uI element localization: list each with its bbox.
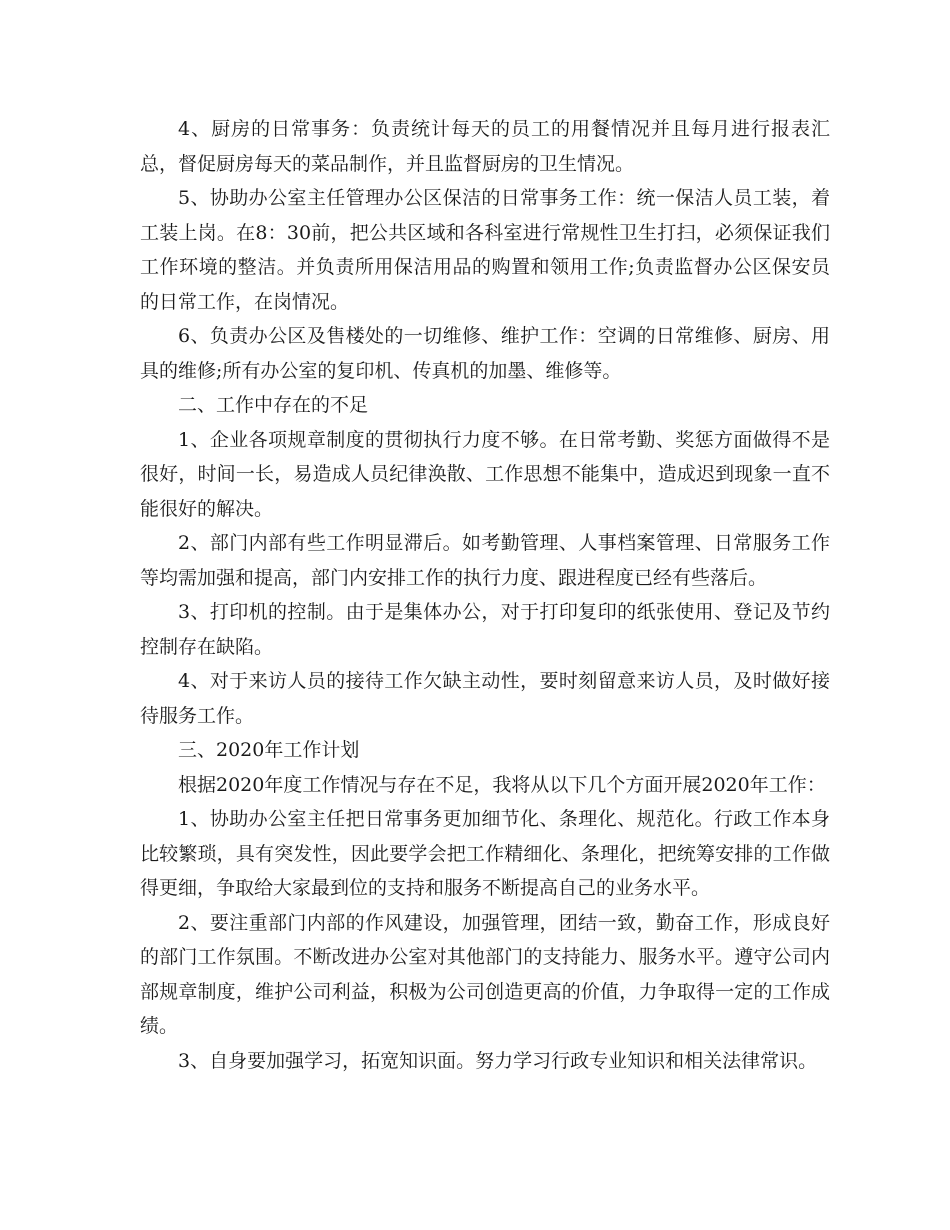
paragraph-plan-1: 1、协助办公室主任把日常事务更加细节化、条理化、规范化。行政工作本身比较繁琐，具有突发性，因此要学会把工作精细化、条理化，把统筹安排的工作做得更细，争取给大家最到位的支持和服务不断提高自己的业务水平。: [140, 808, 830, 899]
paragraph-plan-2: 2、要注重部门内部的作风建设，加强管理，团结一致，勤奋工作，形成良好的部门工作氛围。不断改进办公室对其他部门的支持能力、服务水平。遵守公司内部规章制度，维护公司利益，积极为公司创造更高的价值，力争取得一定的工作成绩。: [140, 911, 830, 1037]
paragraph-plan-intro: 根据2020年度工作情况与存在不足，我将从以下几个方面开展2020年工作：: [178, 773, 826, 796]
paragraph-maintenance-duties: 6、负责办公区及售楼处的一切维修、维护工作：空调的日常维修、厨房、用具的维修;所有办公室的复印机、传真机的加墨、维修等。: [140, 325, 830, 382]
section-heading-shortcomings: 二、工作中存在的不足: [178, 394, 369, 416]
paragraph-shortcoming-3: 3、打印机的控制。由于是集体办公，对于打印复印的纸张使用、登记及节约控制存在缺陷。: [140, 601, 830, 658]
paragraph-shortcoming-2: 2、部门内部有些工作明显滞后。如考勤管理、人事档案管理、日常服务工作等均需加强和提高，部门内安排工作的执行力度、跟进程度已经有些落后。: [140, 532, 830, 589]
paragraph-shortcoming-4: 4、对于来访人员的接待工作欠缺主动性，要时刻留意来访人员，及时做好接待服务工作。: [140, 670, 830, 727]
paragraph-shortcoming-1: 1、企业各项规章制度的贯彻执行力度不够。在日常考勤、奖惩方面做得不是很好，时间一长，易造成人员纪律涣散、工作思想不能集中，造成迟到现象一直不能很好的解决。: [140, 428, 830, 520]
paragraph-cleaning-duties: 5、协助办公室主任管理办公区保洁的日常事务工作：统一保洁人员工装，着工装上岗。在8：30前，把公共区域和各科室进行常规性卫生打扫，必须保证我们工作环境的整洁。并负责所用保洁用品的购置和领用工作;负责监督办公区保安员的日常工作，在岗情况。: [140, 187, 830, 313]
section-heading-work-plan: 三、2020年工作计划: [178, 739, 360, 761]
document-body: [140, 112, 830, 1078]
paragraph-kitchen-duties: 4、厨房的日常事务：负责统计每天的员工的用餐情况并且每月进行报表汇总，督促厨房每天的菜品制作，并且监督厨房的卫生情况。: [140, 118, 830, 175]
paragraph-plan-3: 3、自身要加强学习，拓宽知识面。努力学习行政专业知识和相关法律常识。: [178, 1049, 818, 1072]
